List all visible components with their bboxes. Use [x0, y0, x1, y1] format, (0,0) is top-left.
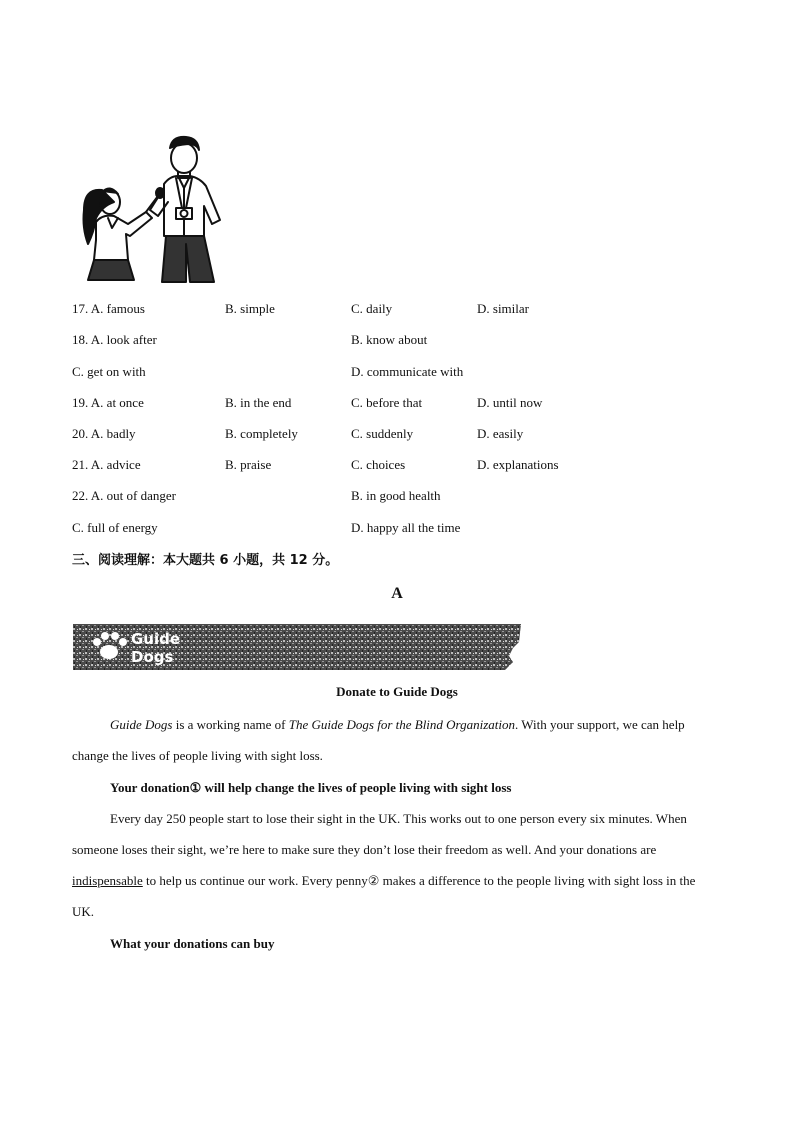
option-a: 19. A. at once: [72, 395, 144, 410]
subheading-what-buy: What your donations can buy: [110, 936, 275, 951]
option-c: C. choices: [351, 457, 406, 472]
option-a: 18. A. look after: [72, 332, 157, 347]
question-row-18-cd: [72, 361, 712, 383]
option-b: B. in the end: [225, 395, 292, 410]
org-short-name: Guide Dogs: [110, 717, 173, 732]
option-b: B. simple: [225, 301, 275, 316]
option-b: B. know about: [351, 332, 428, 347]
svg-text:Dogs: Dogs: [131, 648, 174, 666]
option-c: C. daily: [351, 301, 393, 316]
passage-title: Donate to Guide Dogs: [336, 684, 458, 699]
option-a: 21. A. advice: [72, 457, 141, 472]
question-row-21: [72, 454, 712, 476]
option-a: 22. A. out of danger: [72, 488, 176, 503]
option-c: C. full of energy: [72, 520, 158, 535]
option-c: C. get on with: [72, 364, 146, 379]
svg-text:Guide: Guide: [131, 630, 181, 648]
intro-text-1: is a working name of: [172, 717, 289, 732]
option-c: C. before that: [351, 395, 423, 410]
option-d: D. until now: [477, 395, 543, 410]
question-row-20: [72, 423, 712, 445]
question-row-17: [72, 298, 712, 320]
para-text-after: to help us continue our work. Every penny② makes a difference to the people living with sight loss in the UK.: [72, 873, 696, 919]
intro-paragraph: [72, 709, 712, 771]
interview-illustration: [72, 132, 237, 284]
passage-letter: A: [391, 585, 403, 602]
para-text-before: Every day 250 people start to lose their sight in the UK. This works out to one person every six minutes. When someone loses their sight, we’re here to make sure they don’t lose their freedom as well. And your donations are: [72, 811, 687, 857]
option-a: 17. A. famous: [72, 301, 145, 316]
question-row-19: [72, 392, 712, 414]
question-row-22-cd: [72, 517, 712, 539]
option-d: D. easily: [477, 426, 524, 441]
option-b: B. in good health: [351, 488, 441, 503]
body-paragraph: [72, 803, 712, 927]
subheading-donation: Your donation① will help change the lives of people living with sight loss: [110, 780, 512, 795]
option-c: C. suddenly: [351, 426, 414, 441]
option-d: D. communicate with: [351, 364, 464, 379]
org-full-name: The Guide Dogs for the Blind Organization: [288, 717, 516, 732]
intro-text-2: . With your support, we can help change the lives of people living with sight loss.: [72, 717, 685, 763]
option-d: D. happy all the time: [351, 520, 461, 535]
option-b: B. completely: [225, 426, 298, 441]
underlined-word: indispensable: [72, 873, 143, 888]
guide-dogs-banner: [73, 622, 523, 672]
option-d: D. explanations: [477, 457, 559, 472]
option-d: D. similar: [477, 301, 529, 316]
section-heading: 三、阅读理解：本大题共 6 小题，共 12 分。: [72, 553, 339, 568]
question-row-18: [72, 329, 712, 351]
option-b: B. praise: [225, 457, 272, 472]
question-row-22: [72, 485, 712, 507]
option-a: 20. A. badly: [72, 426, 136, 441]
